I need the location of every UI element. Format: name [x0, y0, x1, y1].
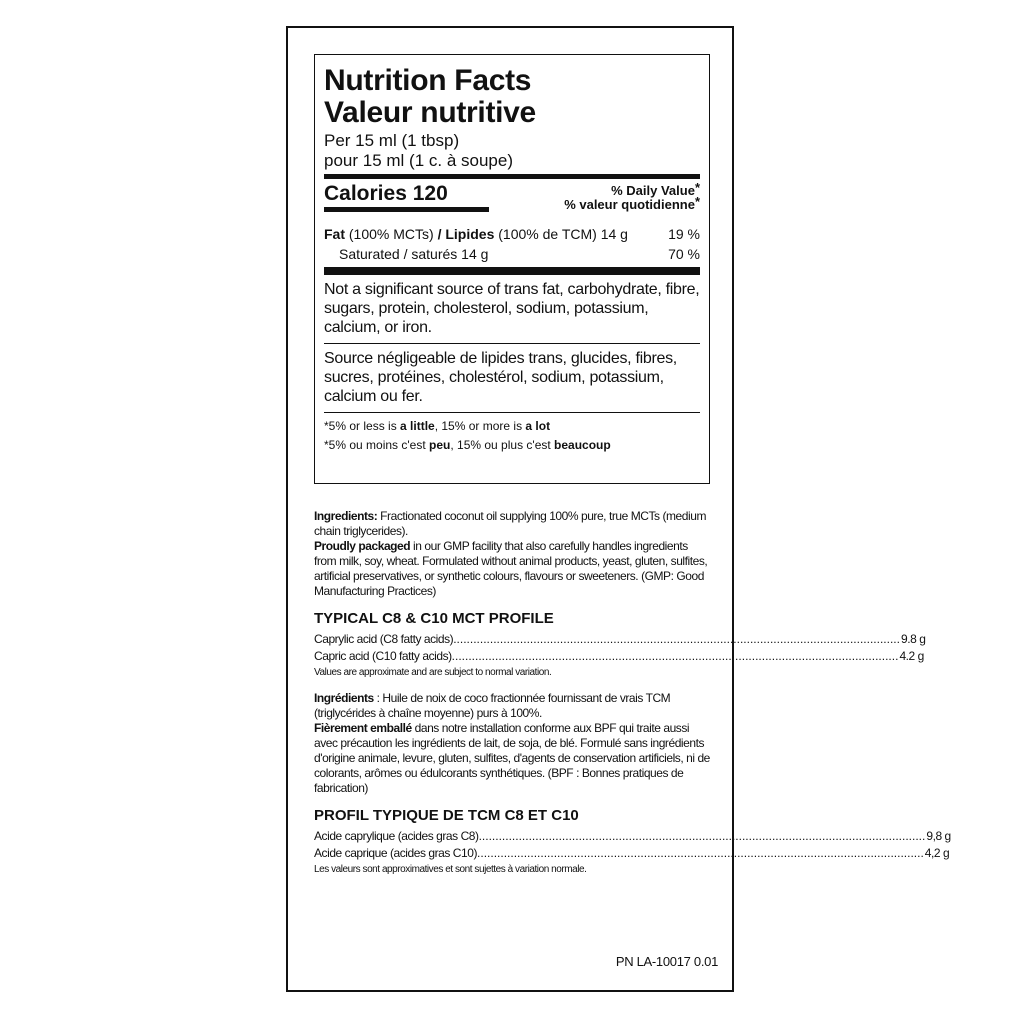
nutrition-title-fr: Valeur nutritive — [324, 96, 536, 129]
serving-size-en: Per 15 ml (1 tbsp) — [324, 131, 460, 150]
fat-label-fr: / Lipides — [437, 226, 495, 242]
footnote-en: *5% or less is a little, 15% or more is a lot — [324, 419, 551, 433]
fat-label-en: Fat — [324, 226, 345, 242]
saturated-label: Saturated / saturés 14 g — [339, 246, 489, 262]
profile-heading-en: TYPICAL C8 & C10 MCT PROFILE — [314, 610, 554, 627]
ingredients-fr: Ingrédients : Huile de noix de coco fractionnée fournissant de vrais TCM (triglycérides à chaîne moyenne) purs à 100%. — [314, 691, 671, 720]
calories-underline — [324, 207, 489, 212]
divider-thick — [324, 174, 700, 179]
daily-value-en: % Daily Value — [611, 183, 695, 198]
part-number: PN LA-10017 0.01 — [615, 954, 718, 969]
profile-row: Caprylic acid (C8 fatty acids) ...................................................................................................................................... 9.8 g — [314, 632, 926, 646]
fat-detail-fr: (100% de TCM) 14 g — [494, 226, 628, 242]
fat-percent: 19 % — [668, 226, 700, 242]
asterisk: * — [694, 180, 700, 195]
footnote — [324, 413, 700, 455]
profile-note-en: Values are approximate and are subject to normal variation. — [314, 667, 552, 678]
profile-row: Acide caprylique (acides gras C8) ...................................................................................................................................... 9,8 g — [314, 829, 951, 843]
saturated-percent: 70 % — [668, 246, 700, 262]
calories-row — [324, 182, 700, 212]
serving-size-fr: pour 15 ml (1 c. à soupe) — [324, 151, 513, 170]
not-significant-fr: Source négligeable de lipides trans, glucides, fibres, sucres, protéines, cholestérol, sodium, potassium, calcium ou fer. — [324, 350, 677, 405]
ingredients-en: Ingredients: Fractionated coconut oil supplying 100% pure, true MCTs (medium chain triglycerides). — [314, 509, 706, 538]
daily-value-header — [564, 180, 700, 212]
fat-row — [324, 224, 700, 244]
profile-row: Acide caprique (acides gras C10) ...................................................................................................................................... 4,2 g — [314, 846, 950, 860]
fat-detail-en: (100% MCTs) — [345, 226, 438, 242]
nutrition-facts-table — [314, 54, 710, 484]
asterisk: * — [694, 194, 700, 209]
divider-heavy — [324, 267, 700, 275]
packaged-en: Proudly packaged in our GMP facility that also carefully handles ingredients from milk, soy, wheat. Formulated without animal products, yeast, gluten, sulfites, artificial preservatives, or synthetic colours, flavours or sweeteners. (GMP: Good Manufacturing Practices) — [314, 539, 708, 598]
profile-row: Capric acid (C10 fatty acids) ...................................................................................................................................... 4.2 g — [314, 649, 924, 663]
calories: Calories 120 — [324, 182, 448, 205]
footnote-fr: *5% ou moins c'est peu, 15% ou plus c'est beaucoup — [324, 438, 611, 452]
nutrition-title-en: Nutrition Facts — [324, 64, 532, 97]
saturated-row — [324, 244, 700, 264]
product-info — [314, 509, 951, 877]
daily-value-fr: % valeur quotidienne — [564, 197, 695, 212]
profile-heading-fr: PROFIL TYPIQUE DE TCM C8 ET C10 — [314, 807, 579, 824]
packaged-fr: Fièrement emballé dans notre installation conforme aux BPF qui traite aussi avec précaution les ingrédients de lait, de soja, de blé. Formulé sans ingrédients d'origine animale, levure, gluten, sulfites, d'agents de conservation artificiels, ni de colorants, arômes ou édulcorants synthétiques. (BPF : Bonnes pratiques de fabrication) — [314, 721, 710, 795]
profile-note-fr: Les valeurs sont approximatives et sont sujettes à variation normale. — [314, 864, 587, 875]
not-significant-en: Not a significant source of trans fat, carbohydrate, fibre, sugars, protein, cholesterol, sodium, potassium, calcium, or iron. — [324, 281, 700, 336]
